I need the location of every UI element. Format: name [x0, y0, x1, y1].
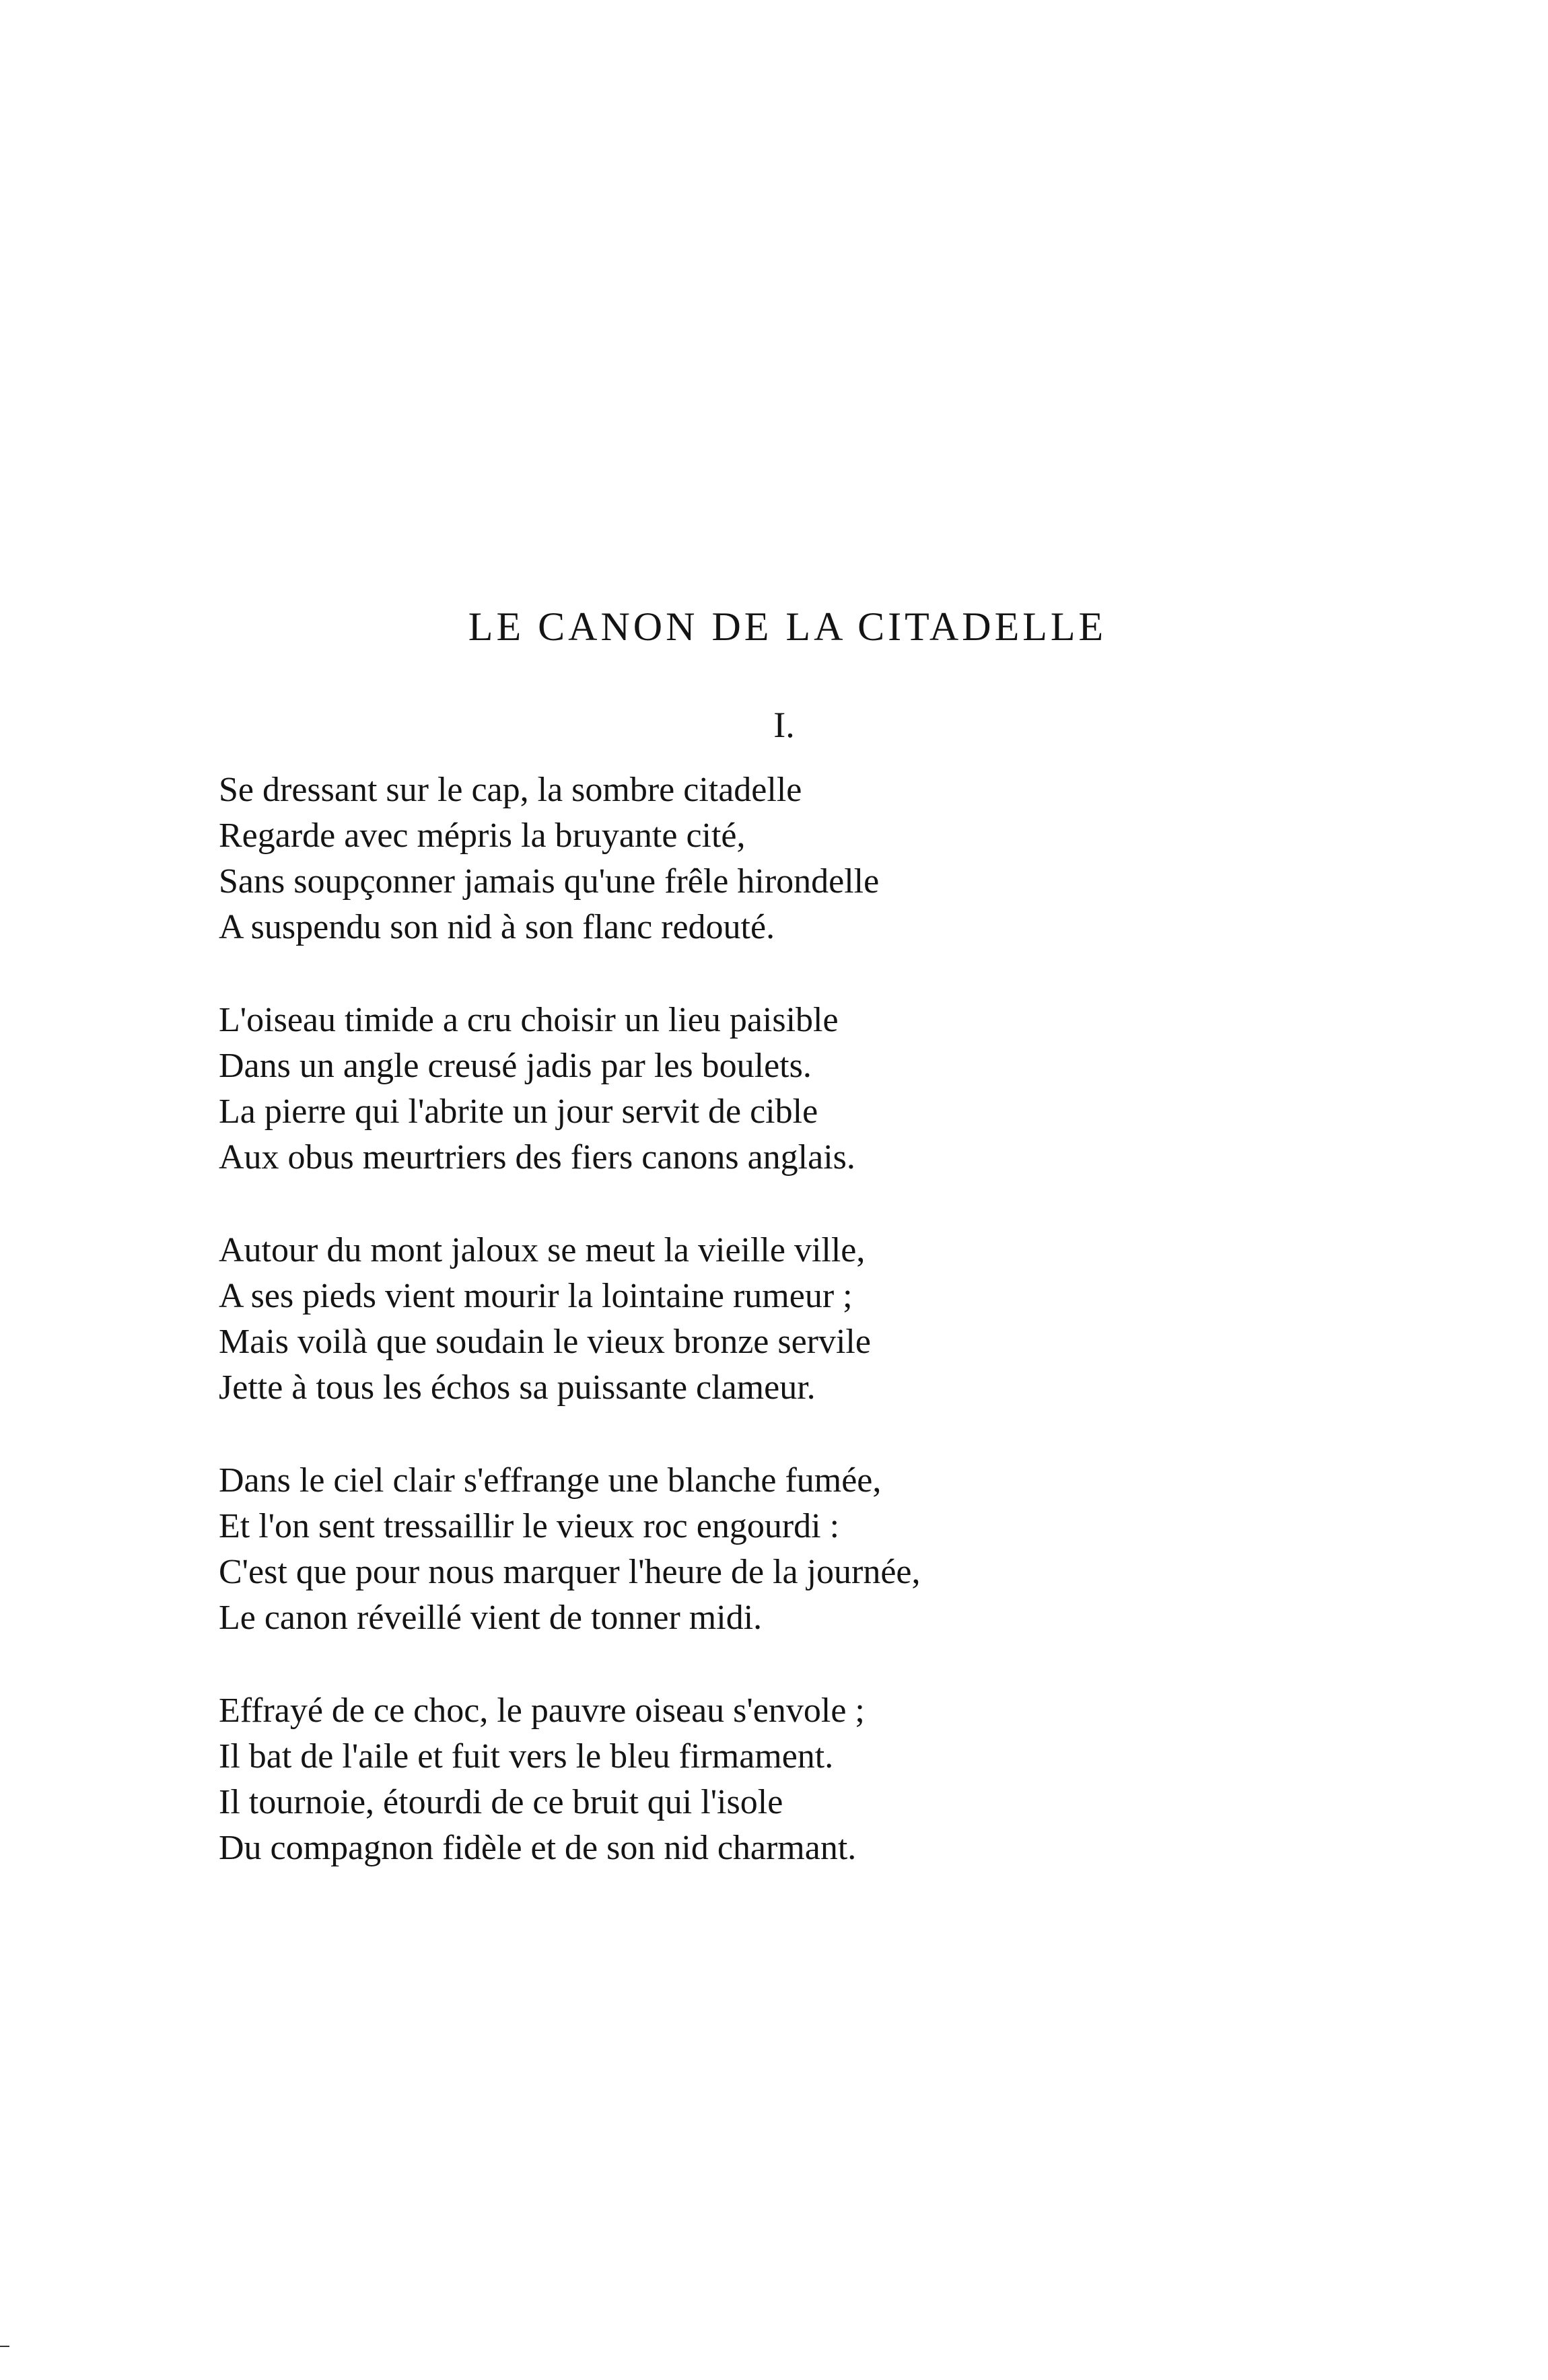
verse-line: Il tournoie, étourdi de ce bruit qui l'isole — [219, 1783, 783, 1821]
verse-line: Il bat de l'aile et fuit vers le bleu firmament. — [219, 1737, 834, 1776]
stanza — [219, 998, 1363, 1181]
stanza — [219, 1458, 1363, 1641]
verse-line: Dans un angle creusé jadis par les boulets. — [219, 1047, 812, 1085]
verse-line: Du compagnon fidèle et de son nid charmant. — [219, 1829, 857, 1867]
verse-line: Autour du mont jaloux se meut la vieille ville, — [219, 1231, 866, 1269]
verse-line: Jette à tous les échos sa puissante clameur. — [219, 1368, 816, 1407]
verse-line: A suspendu son nid à son flanc redouté. — [219, 908, 775, 946]
verse-line: Et l'on sent tressaillir le vieux roc engourdi : — [219, 1507, 840, 1545]
verse-line: Regarde avec mépris la bruyante cité, — [219, 816, 746, 855]
poem-title: LE CANON DE LA CITADELLE — [468, 604, 1107, 649]
verse-line: Mais voilà que soudain le vieux bronze servile — [219, 1323, 871, 1361]
verse-line: Dans le ciel clair s'effrange une blanche fumée, — [219, 1461, 882, 1500]
stanza — [219, 1688, 1363, 1871]
stanza — [219, 1228, 1363, 1411]
verse-line: Effrayé de ce choc, le pauvre oiseau s'envole ; — [219, 1691, 865, 1730]
verse-line: Aux obus meurtriers des fiers canons anglais. — [219, 1138, 855, 1177]
verse-line: A ses pieds vient mourir la lointaine rumeur ; — [219, 1277, 853, 1315]
verse-line: L'oiseau timide a cru choisir un lieu paisible — [219, 1001, 839, 1039]
verse-line: La pierre qui l'abrite un jour servit de cible — [219, 1092, 818, 1131]
section-number: I. — [773, 705, 795, 745]
scan-edge-mark — [0, 2346, 9, 2347]
poem-body — [219, 767, 1363, 1918]
verse-line: Sans soupçonner jamais qu'une frêle hirondelle — [219, 862, 880, 901]
verse-line: Le canon réveillé vient de tonner midi. — [219, 1599, 763, 1637]
verse-line: Se dressant sur le cap, la sombre citadelle — [219, 771, 802, 809]
stanza — [219, 767, 1363, 950]
verse-line: C'est que pour nous marquer l'heure de la journée, — [219, 1553, 921, 1591]
